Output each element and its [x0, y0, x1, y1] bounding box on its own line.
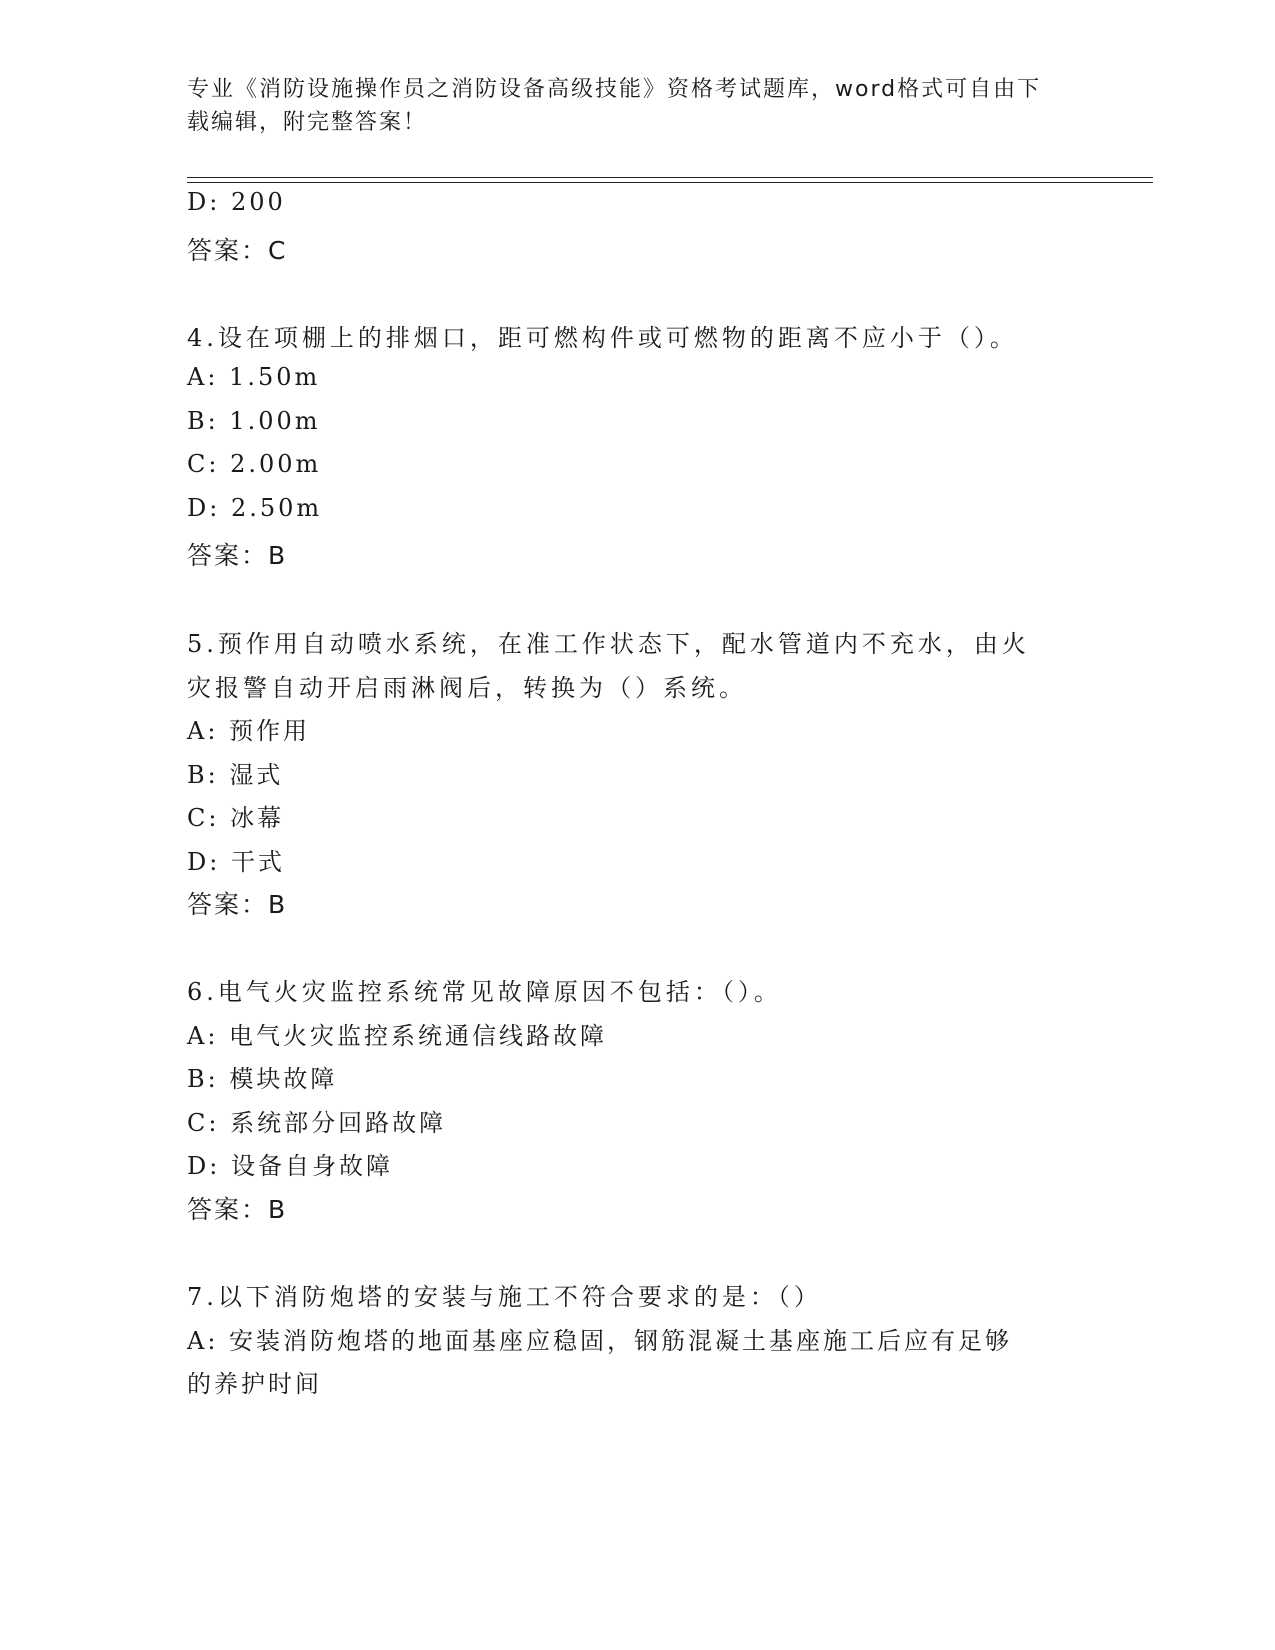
header-divider-top [187, 177, 1153, 178]
q4-option-c: C: 2.00m [187, 450, 322, 478]
q7-stem: 7.以下消防炮塔的安装与施工不符合要求的是：（） [187, 1283, 822, 1311]
q5-option-c: C: 冰幕 [187, 804, 285, 832]
q3-answer: 答案：C [187, 236, 288, 265]
q5-answer: 答案：B [187, 890, 288, 919]
header-line-1: 专业《消防设施操作员之消防设备高级技能》资格考试题库，word格式可自由下 [187, 77, 1042, 102]
q6-answer: 答案：B [187, 1195, 288, 1224]
q4-option-d: D: 2.50m [187, 494, 323, 522]
q4-stem: 4.设在项棚上的排烟口，距可燃构件或可燃物的距离不应小于（）。 [187, 324, 1018, 352]
q6-option-d: D: 设备自身故障 [187, 1152, 393, 1180]
q5-option-a: A: 预作用 [187, 717, 311, 745]
q5-stem-line-1: 5.预作用自动喷水系统，在准工作状态下，配水管道内不充水，由火 [187, 630, 1030, 658]
header-divider-bottom [187, 182, 1153, 183]
document-header [187, 73, 1087, 139]
q4-option-a: A: 1.50m [187, 363, 321, 391]
q5-option-d: D: 干式 [187, 848, 285, 876]
q6-option-a: A: 电气火灾监控系统通信线路故障 [187, 1022, 608, 1050]
q6-option-b: B: 模块故障 [187, 1065, 338, 1093]
q7-option-a-line-1: A: 安装消防炮塔的地面基座应稳固，钢筋混凝土基座施工后应有足够 [187, 1327, 1013, 1355]
q5-stem-line-2: 灾报警自动开启雨淋阀后，转换为（）系统。 [187, 674, 747, 702]
q6-stem: 6.电气火灾监控系统常见故障原因不包括：（）。 [187, 978, 782, 1006]
q6-option-c: C: 系统部分回路故障 [187, 1109, 447, 1137]
q4-option-b: B: 1.00m [187, 407, 321, 435]
q4-answer: 答案：B [187, 541, 288, 570]
q3-option-d: D: 200 [187, 188, 286, 216]
header-line-2: 载编辑，附完整答案！ [187, 110, 428, 135]
q5-option-b: B: 湿式 [187, 761, 284, 789]
q7-option-a-line-2: 的养护时间 [187, 1370, 322, 1398]
